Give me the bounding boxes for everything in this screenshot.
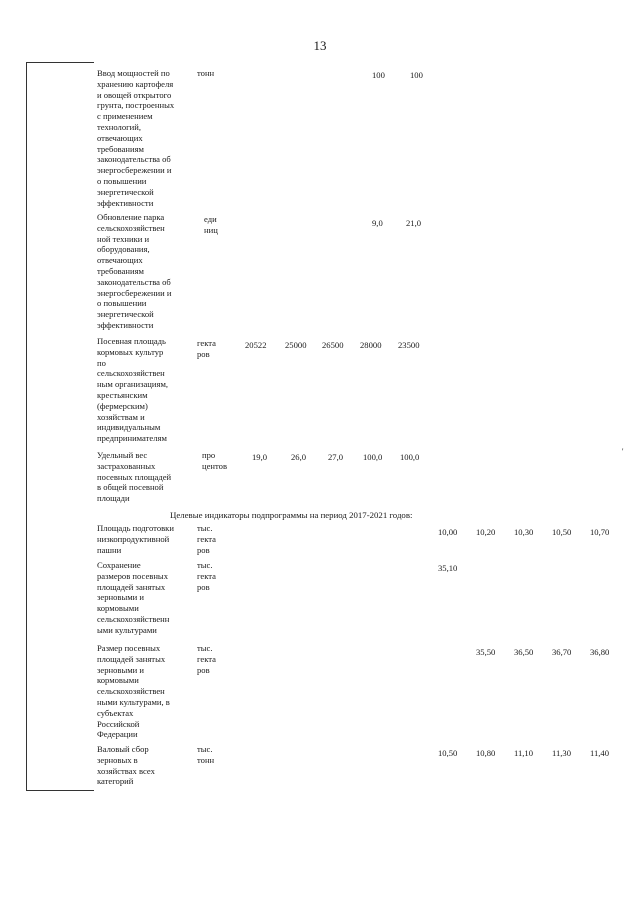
indicator-value: 11,40 xyxy=(590,748,610,758)
indicator-unit: тыс. гекта ров xyxy=(197,523,216,555)
indicator-value: 100,0 xyxy=(400,452,420,462)
table-bottom-border xyxy=(26,790,94,791)
indicator-value: 28000 xyxy=(360,340,382,350)
table-top-border xyxy=(26,62,94,63)
indicator-value: 19,0 xyxy=(252,452,268,462)
indicator-value: 10,20 xyxy=(476,527,496,537)
indicator-value: 10,70 xyxy=(590,527,610,537)
indicator-value: 21,0 xyxy=(406,218,422,228)
indicator-value: 10,00 xyxy=(438,527,458,537)
indicator-unit: тыс. гекта ров xyxy=(197,560,216,592)
indicator-value: 27,0 xyxy=(328,452,344,462)
indicator-value: 10,50 xyxy=(552,527,572,537)
indicator-value: 35,10 xyxy=(438,563,458,573)
indicator-value: 9,0 xyxy=(372,218,383,228)
indicator-value: 20522 xyxy=(245,340,267,350)
indicator-value: 11,30 xyxy=(552,748,572,758)
indicator-value: 10,50 xyxy=(438,748,458,758)
indicator-value: 36,80 xyxy=(590,647,610,657)
indicator-name: Ввод мощностей по хранению картофеля и овощей открытого грунта, построенных с применением технологий, отвечающих требованиям законодательства об энергосбережении и о повышении энергетической эффективности xyxy=(97,68,175,208)
indicator-value: 23500 xyxy=(398,340,420,350)
indicator-value: 26,0 xyxy=(291,452,307,462)
indicator-name: Обновление парка сельскохозяйствен ной техники и оборудования, отвечающих требованиям законодательства об энергосбережении и о повышении энергетической эффективности xyxy=(97,212,172,330)
indicator-name: Удельный вес застрахованных посевных площадей в общей посевной площади xyxy=(97,450,172,504)
indicator-value: 36,70 xyxy=(552,647,572,657)
indicator-value: 11,10 xyxy=(514,748,534,758)
indicator-value: 36,50 xyxy=(514,647,534,657)
indicator-value: 25000 xyxy=(285,340,307,350)
stray-mark: ' xyxy=(622,447,624,456)
indicator-value: 100 xyxy=(372,70,385,80)
indicator-unit: тонн xyxy=(197,68,215,78)
table-left-border xyxy=(26,62,27,790)
indicator-name: Сохранение размеров посевных площадей занятых зерновыми и кормовыми сельскохозяйственн ыми культурами xyxy=(97,560,170,635)
section-heading: Целевые индикаторы подпрограммы на период 2017-2021 годов: xyxy=(170,510,413,520)
indicator-name: Размер посевных площадей занятых зерновыми и кормовыми сельскохозяйствен ными культурами, в субъектах Российской Федерации xyxy=(97,643,170,740)
indicator-value: 10,30 xyxy=(514,527,534,537)
indicator-name: Валовый сбор зерновых в хозяйствах всех категорий xyxy=(97,744,155,787)
indicator-unit: про центов xyxy=(202,450,228,471)
indicator-value: 100,0 xyxy=(363,452,383,462)
indicator-value: 26500 xyxy=(322,340,344,350)
indicator-value: 35,50 xyxy=(476,647,496,657)
indicator-unit: тыс. гекта ров xyxy=(197,643,216,675)
indicator-unit: гекта ров xyxy=(197,338,216,359)
indicator-name: Посевная площадь кормовых культур по сельскохозяйствен ным организациям, крестьянским (фермерским) хозяйствам и индивидуальным предпринимателям xyxy=(97,336,169,444)
indicator-unit: еди ниц xyxy=(204,214,218,235)
indicator-name: Площадь подготовки низкопродуктивной пашни xyxy=(97,523,174,555)
page-number: 13 xyxy=(313,38,327,53)
indicator-unit: тыс. тонн xyxy=(197,744,215,765)
indicator-value: 10,80 xyxy=(476,748,496,758)
indicator-value: 100 xyxy=(410,70,423,80)
